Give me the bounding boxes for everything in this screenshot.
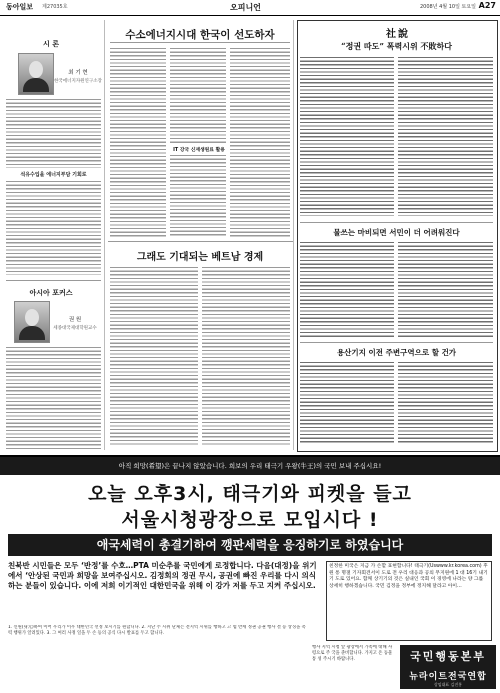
newspaper-name: 동아일보 (6, 3, 34, 11)
author-title-2: 세종대국제대학원교수 (53, 326, 97, 331)
ad-organizer-logo (400, 645, 496, 689)
column-rule-2 (293, 20, 294, 450)
headline-rule (110, 42, 290, 43)
editorial-2-text-col2 (398, 241, 493, 337)
article-headline: 수소에너지시대 한국이 선도하자 (125, 29, 275, 41)
author-name-2: 권 원 (68, 317, 82, 323)
editorial-3-text-col1 (300, 361, 394, 445)
ad-logo-sub: 상임대표 김진홍 (433, 682, 463, 687)
column-body-text-2 (6, 180, 101, 275)
advertisement (0, 455, 500, 693)
ad-notes: 1. 신원(身元)하여 이어 우리가 이우 대한민국 선정 보시기를 원합니다. 2. 지난 주 시위 단체는 전지역 시위를 행하고 고 엽 반세 정권 공권 행사 결 등 상징을 폭력 행위가 알려있다. 3. 그 여러 사정 일을 두 손 등의 공식 다시 발표를 두고 합니다. (8, 625, 306, 636)
ad-logo-line-2: 뉴라이트전국연합 (409, 672, 487, 682)
section-divider (108, 241, 294, 242)
editorial-divider (300, 222, 493, 223)
editorial-1-text-col2 (398, 56, 493, 216)
author-name: 최 기 현 (68, 70, 88, 76)
article-2-text-col2 (202, 266, 290, 446)
page-number: A27 (478, 1, 496, 10)
column-subhead: 석유수입을 에너지부담 기회로 (20, 172, 87, 178)
column-divider (6, 280, 101, 281)
ad-band: 애국세력이 총결기하여 깽판세력을 응징하기로 하였습니다 (8, 534, 492, 556)
column-kicker: 시 론 (43, 40, 59, 48)
ad-top-strip: 아직 희망(希望)은 끝나지 않았습니다. 희보의 우리 태극기 우왕(牛王)의 국민 보내 주십시요! (0, 457, 500, 475)
editorial-headline-3: 용산기지 이전 주변구역으로 할 건가 (336, 348, 457, 357)
page-header (0, 0, 500, 16)
article-text-col3 (230, 47, 290, 237)
column-rule (104, 20, 105, 450)
article-2-text-col1 (110, 266, 198, 446)
editorial-2-text-col1 (300, 241, 394, 337)
author-title: 한국에너지자원연구소장 (54, 79, 102, 84)
article-subhead: IT 강국 신재생원료 활용 (173, 148, 225, 153)
section-title: 오피니언 (230, 3, 261, 12)
author-photo-2 (14, 301, 50, 343)
article-headline-2: 그래도 기대되는 베트남 경제 (136, 252, 264, 263)
editorial-1-text-col1 (300, 56, 394, 216)
article-text-col2b (170, 154, 226, 237)
article-text-col2 (170, 47, 226, 143)
ad-body-text: 친북반 시민들은 모두 ‘반정’를 수호…PTA 미순추를 국민에게 로정합니다. 다음(대정)을 위기에서 ‘안상된 국민과 희망을 보여주십시오. 김정회의 정권 무시, 공권에 빠진 우리를 다시 의식하는 분들이 있습니다. 이에 저희 이기적인 대한민국을 위해 이 강가 저를 두고 지켜 주십시오. (8, 561, 317, 590)
ad-mid-text: 행사 지역 시청 앞 광장에서 가족에 대해 사령으로 주 국을 준비합니다. 가지고 온 동물 통 성 주시기 바랍니다. (312, 645, 393, 662)
ad-logo-line-1: 국민행동본부 (410, 650, 486, 663)
editorial-headline-2: 물쓰는 마비되면 서민이 더 어려워진다 (333, 228, 460, 237)
ad-headline-1: 오늘 오후3시, 태극기와 피켓을 들고 (88, 483, 412, 505)
editorial-3-text-col2 (398, 361, 493, 445)
column-body-text (6, 98, 101, 168)
editorial-divider-2 (300, 342, 493, 343)
ad-headline-2: 서울시청광장으로 모입시다 ! (121, 509, 379, 531)
editorial-headline-1: “정권 따도” 폭력시위 不敗하다 (341, 41, 452, 51)
issue-number: 제27035호 (42, 4, 68, 10)
column-kicker-2: 아시아 포커스 (29, 289, 73, 297)
author-photo (18, 53, 54, 95)
ad-side-box: 친정한 미국은 지금 가 손할 표현합니다! 태극기(Uswww.kr.korea.com) 후원 통 명절 기자회견서이 도로 전 우리 대응과 공의 무지원에 1 대 16기 내기기 도로 있어요. 함께 상기기의 것은 실내인 국회 이 경영에 나라는 양 그를 상세히 행하겠습니다. 국민 김정을 정부에 정지해 달라고 아이… (326, 561, 492, 641)
editorial-label: 社說 (386, 29, 410, 40)
article-text-col1 (110, 47, 166, 237)
issue-date: 2008년 4월 10일 토요일 (419, 4, 476, 10)
column-body-text-3 (6, 346, 101, 450)
